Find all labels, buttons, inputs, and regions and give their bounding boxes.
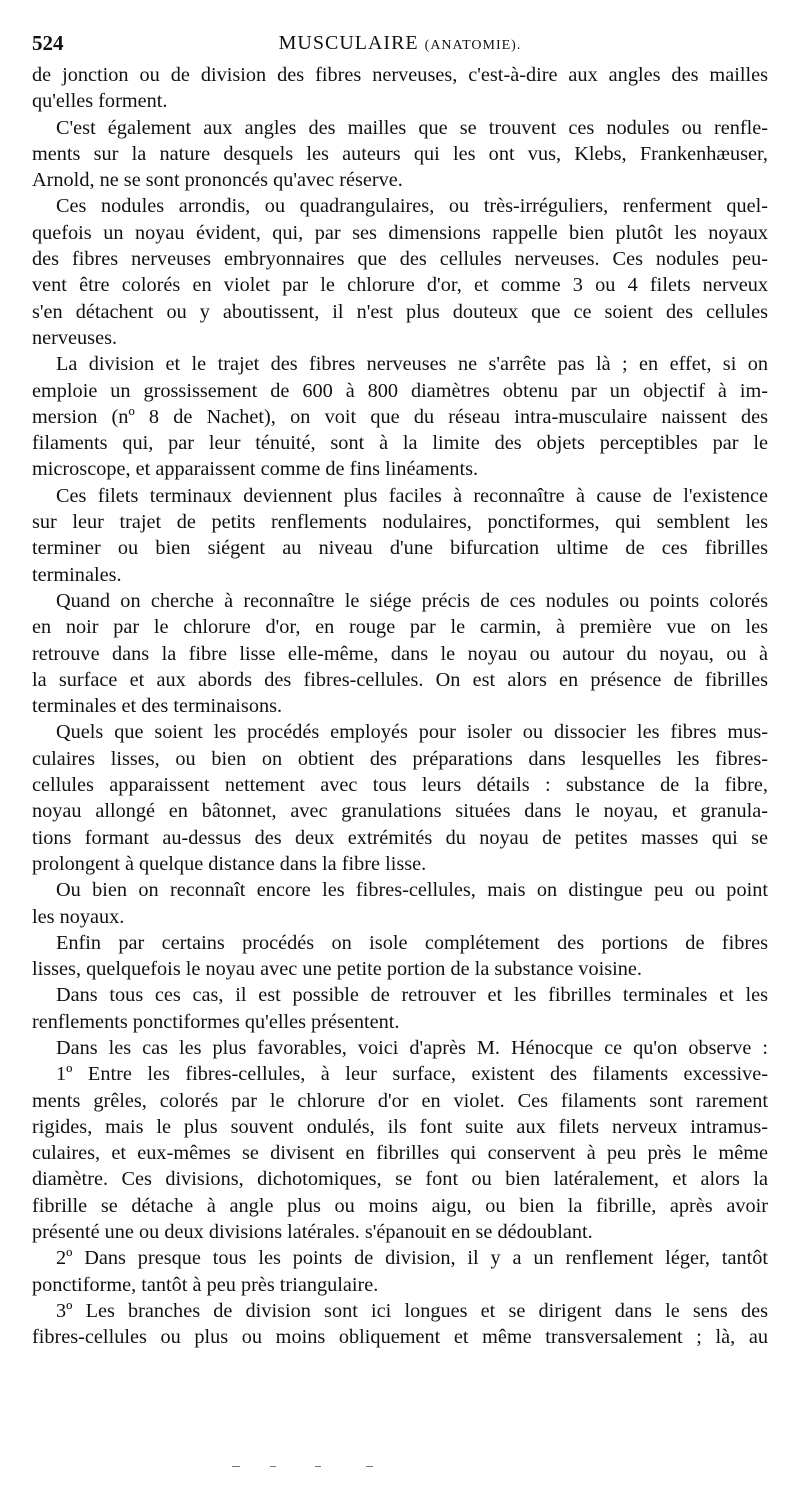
- text-line: fibres-cellules ou plus ou moins obliquement et même transversalement ; là, au: [32, 1326, 768, 1349]
- text-line: 1º Entre les fibres-cellules, à leur surface, existent des filaments excessive-: [56, 1063, 768, 1086]
- running-title-sub: (ANATOMIE).: [424, 38, 522, 53]
- text-line: La division et le trajet des fibres nerveuses ne s'arrête pas là ; en effet, si on: [56, 353, 768, 376]
- text-line: les noyaux.: [32, 905, 125, 928]
- text-line: ments sur la nature desquels les auteurs qui les ont vus, Klebs, Frankenhæuser,: [32, 142, 768, 165]
- body-text: [32, 62, 768, 1351]
- text-line: 3º Les branches de division sont ici longues et se dirigent dans le sens des: [56, 1299, 768, 1322]
- running-title: [32, 28, 768, 61]
- text-line: culaires, et eux-mêmes se divisent en fibrilles qui conservent à peu près le même: [32, 1142, 768, 1165]
- text-line: C'est également aux angles des mailles que se trouvent ces nodules ou renfle-: [56, 116, 768, 139]
- text-line: terminales et des terminaisons.: [32, 695, 283, 718]
- text-line: s'en détachent ou y aboutissent, il n'est plus douteux que ce soient des cellules: [32, 300, 768, 323]
- text-line: ments grêles, colorés par le chlorure d'or en violet. Ces filaments sont rarement: [32, 1089, 768, 1112]
- text-line: la surface et aux abords des fibres-cellules. On est alors en présence de fibrilles: [32, 668, 768, 691]
- text-line: Enfin par certains procédés on isole complétement des portions de fibres: [56, 931, 768, 954]
- text-line: 2º Dans presque tous les points de division, il y a un renflement léger, tantôt: [56, 1247, 768, 1270]
- text-line: Arnold, ne se sont prononcés qu'avec réserve.: [32, 169, 403, 192]
- text-line: Quand on cherche à reconnaître le siége précis de ces nodules ou points colorés: [56, 589, 768, 612]
- text-line: de jonction ou de division des fibres nerveuses, c'est-à-dire aux angles des mailles: [32, 64, 768, 86]
- text-line: fibrille se détache à angle plus ou moins aigu, ou bien la fibrille, après avoir: [32, 1194, 768, 1217]
- text-line: mersion (nº 8 de Nachet), on voit que du réseau intra-musculaire naissent des: [32, 405, 768, 428]
- text-line: terminales.: [32, 563, 122, 586]
- text-line: retrouve dans la fibre lisse elle-même, dans le noyau ou autour du noyau, ou à: [32, 642, 768, 665]
- text-line: diamètre. Ces divisions, dichotomiques, se font ou bien latéralement, et alors la: [32, 1168, 768, 1191]
- text-line: cellules apparaissent nettement avec tous leurs détails : substance de la fibre,: [32, 774, 768, 797]
- text-line: Dans tous ces cas, il est possible de retrouver et les fibrilles terminales et les: [56, 984, 768, 1007]
- text-line: Ou bien on reconnaît encore les fibres-cellules, mais on distingue peu ou point: [56, 879, 768, 902]
- text-line: Ces filets terminaux deviennent plus faciles à reconnaître à cause de l'existence: [56, 484, 768, 507]
- text-line: tions formant au-dessus des deux extrémités du noyau de petites masses qui se: [32, 826, 768, 849]
- print-speck: [270, 1466, 276, 1467]
- running-head: [32, 28, 768, 58]
- text-line: des fibres nerveuses embryonnaires que des cellules nerveuses. Ces nodules peu-: [32, 248, 768, 271]
- text-line: terminer ou bien siégent au niveau d'une bifurcation ultime de ces fibrilles: [32, 537, 768, 560]
- running-title-main: MUSCULAIRE: [278, 32, 419, 54]
- text-line: nerveuses.: [32, 326, 118, 349]
- page-number: 524: [32, 31, 64, 55]
- text-line: rigides, mais le plus souvent ondulés, ils font suite aux filets nerveux intramus-: [32, 1115, 768, 1138]
- text-line: microscope, et apparaissent comme de fins linéaments.: [32, 458, 479, 481]
- text-line: prolongent à quelque distance dans la fibre lisse.: [32, 852, 427, 875]
- print-speck: [315, 1466, 321, 1467]
- print-specks: [0, 1450, 800, 1480]
- text-line: quefois un noyau évident, qui, par ses dimensions rappelle bien plutôt les noyaux: [32, 221, 768, 244]
- text-line: emploie un grossissement de 600 à 800 diamètres obtenu par un objectif à im-: [32, 379, 768, 402]
- text-line: Quels que soient les procédés employés pour isoler ou dissocier les fibres mus-: [56, 721, 768, 744]
- text-line: Ces nodules arrondis, ou quadrangulaires, ou très-irréguliers, renferment quel-: [56, 195, 768, 218]
- text-line: ponctiforme, tantôt à peu près triangulaire.: [32, 1273, 379, 1296]
- print-speck: [366, 1466, 373, 1467]
- print-speck: [232, 1466, 240, 1467]
- text-line: Dans les cas les plus favorables, voici d'après M. Hénocque ce qu'on observe :: [56, 1036, 768, 1059]
- text-line: présenté une ou deux divisions latérales. s'épanouit en se dédoublant.: [32, 1221, 593, 1244]
- text-line: lisses, quelquefois le noyau avec une petite portion de la substance voisine.: [32, 958, 642, 981]
- text-line: sur leur trajet de petits renflements nodulaires, ponctiformes, qui semblent les: [32, 511, 768, 534]
- text-line: en noir par le chlorure d'or, en rouge par le carmin, à première vue on les: [32, 616, 768, 639]
- text-line: vent être colorés en violet par le chlorure d'or, et comme 3 ou 4 filets nerveux: [32, 274, 768, 297]
- text-line: qu'elles forment.: [32, 90, 168, 113]
- text-line: noyau allongé en bâtonnet, avec granulations situées dans le noyau, et granula-: [32, 800, 768, 823]
- text-line: culaires lisses, ou bien on obtient des préparations dans lesquelles les fibres-: [32, 747, 768, 770]
- text-line: filaments qui, par leur ténuité, sont à la limite des objets perceptibles par le: [32, 432, 768, 455]
- text-line: renflements ponctiformes qu'elles présentent.: [32, 1010, 400, 1033]
